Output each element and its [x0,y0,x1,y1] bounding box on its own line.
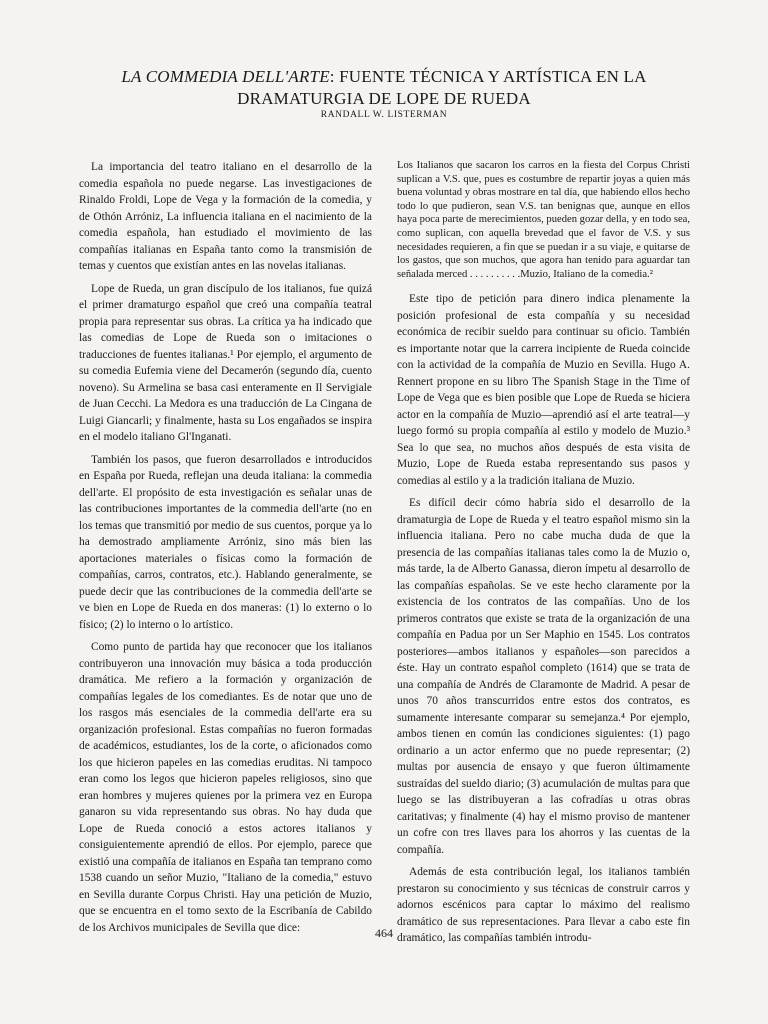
title-line2: DRAMATURGIA DE LOPE DE RUEDA [237,89,531,108]
title-line1-rest: : FUENTE TÉCNICA Y ARTÍSTICA EN LA [329,67,647,86]
left-column [79,159,372,936]
paragraph-4: Como punto de partida hay que reconocer que los italianos contribuyeron una innovación muy básica a toda producción dramática. Me refiero a la formación y organización de compañías legales de los comediantes. Es de notar que uno de los rasgos más esenciales de la commedia dell'arte era su organización profesional. Estas compañías no fueron formadas de académicos, estudiantes, los de la corte, o aficionados como los que hicieron papeles en las comedias eruditas. Ni tampoco eran como los legos que hicieron papeles religiosos, sino que eran hombres y mujeres quienes por la primera vez en Europa ganaron su vida representando sus obras. No hay duda que Lope de Rueda conoció a estos actores italianos y consiguientemente aprendió de ellos. Por ejemplo, parece que existió una compañía de italianos en España tan temprano como 1538 cuando un señor Muzio, "Italiano de la comedia," estuvo en Sevilla durante Corpus Christi. Hay una petición de Muzio, que se encuentra en el tomo sexto de la Escribanía de Cabildo de los Archivos municipales de Sevilla que dice: [79,641,372,934]
paragraph-7: Además de esta contribución legal, los italianos también prestaron su conocimiento y sus técnicas de construir carros y adornos escénicos para captar lo máximo del realismo dramático de sus representaciones. Para llevar a cabo este fin dramático, las compañías también introdu- [397,866,690,945]
paragraph-3: También los pasos, que fueron desarrollados e introducidos en España por Rueda, reflejan una deuda italiana: la commedia dell'arte. El propósito de esta investigación es señalar unas de las contribuciones importantes de la commedia dell'arte (no en los temas que transmitió por medio de sus cuentos, porque ya lo ha demostrado ampliamente Arróniz, sino más bien las aportaciones materiales o físicas como la formación de compañías, carros, contratos, etc.). Hablando generalmente, se puede decir que las contribuciones de la commedia dell'arte se ve bien en Lope de Rueda en dos maneras: (1) lo externo o lo físico; (2) lo interno o lo artístico. [79,453,372,631]
paragraph-1: La importancia del teatro italiano en el desarrollo de la comedia española no puede negarse. Las investigaciones de Rinaldo Froldi, Lope de Vega y la formación de la comedia, y de Othón Arróniz, La influencia italiana en el nacimiento de la comedia española, han estudiado el movimiento de las compañías italianas en España tanto como la transmisión de temas y cuentos que existían antes en las novelas italianas. [79,161,372,272]
right-column [397,159,690,947]
author-name: RANDALL W. LISTERMAN [320,110,448,120]
block-quote: Los Italianos que sacaron los carros en la fiesta del Corpus Christi suplican a V.S. que, pues es costumbre de repartir joyas a quien más buena voluntad y obras mostrare en tal día, que habiendo ellos hecho todo lo que pudieron, sean V.S. tan benignas que, aunque en ellos haya poca parte de merecimientos, pueden gozar della, y en todo sea, como suplican, con aquella brevedad que el favor de V.S. y sus necesidades requieren, a fin que se puedan ir a su viaje, e quitarse de los gastos, que son muchos, que agora han tenido para aguardar tan señalada merced . . . . . . . . . .Muzio, Italiano de la comedia.² [397,160,690,280]
paragraph-6: Es difícil decir cómo habría sido el desarrollo de la dramaturgia de Lope de Rueda y el teatro español mismo sin la influencia italiana. Pero no cabe mucha duda de que la presencia de las compañías italianas tales como la de Muzio o, más tarde, la de Alberto Ganassa, dieron ímpetu al desarrollo de las compañías españolas. Se ve este hecho claramente por la existencia de los contratos de las compañías. Uno de los primeros contratos que existe se trata de la organización de una compañía en Padua por un Ser Maphio en 1545. Los contratos posteriores—ambos italianos y españoles—son parecidos a éste. Hay un contrato español completo (1614) que se trata de una compañía de Andrés de Claramonte de Madrid. A pesar de unos 70 años transcurridos entre estos dos contratos, es sumamente interesante comparar su semejanza.⁴ Por ejemplo, ambos tienen en común las condiciones siguientes: (1) pago ordinario a un actor enfermo que no puede representar; (2) multas por ausencia de ensayo y que fueron últimamente sustraídas del sueldo diario; (3) acumulación de multas para que luego se las distribuyeran a las cofradías u otras obras caritativas; y finalmente (4) hay el mismo proviso de mantener un cofre con tres llaves para los ahorros y las cuentas de la compañía. [397,497,690,856]
paragraph-2: Lope de Rueda, un gran discípulo de los italianos, fue quizá el primer dramaturgo español que creó una compañía teatral propia para representar sus obras. La crítica ya ha indicado que las comedias de Lope de Rueda son o imitaciones o traducciones de fuentes italianas.¹ Por ejemplo, el argumento de su comedia Eufemia viene del Decamerón (segundo día, cuento noveno). Su Armelina se basa casi enteramente en Il Servigiale de Juan Cecchi. La Medora es una traducción de La Cingana de Luigi Giancarli; y finalmente, hasta su Los engañados se inspira en el modelo italiano Gl'Inganati. [79,282,372,443]
article-title [60,66,708,110]
page-number: 464 [375,926,393,940]
title-italic: LA COMMEDIA DELL'ARTE [121,67,330,86]
paragraph-5: Este tipo de petición para dinero indica plenamente la posición profesional de esta compañía y su necesidad económica de recibir sueldo para continuar su oficio. También es importante notar que la carrera incipiente de Rueda coincide con la actividad de la compañía de Muzio en Sevilla. Hugo A. Rennert propone en su libro The Spanish Stage in the Time of Lope de Vega que es bien posible que Lope de Rueda se hiciera actor en la compañía de Muzio—aprendió así el arte teatral—y luego formó su propia compañía al estilo y modelo de Muzio.³ Sea lo que sea, no muchos años después de esta visita de Muzio, Lope de Rueda estaba representando sus pasos y comedias al estilo y a la tradición italiana de Muzio. [397,293,690,487]
